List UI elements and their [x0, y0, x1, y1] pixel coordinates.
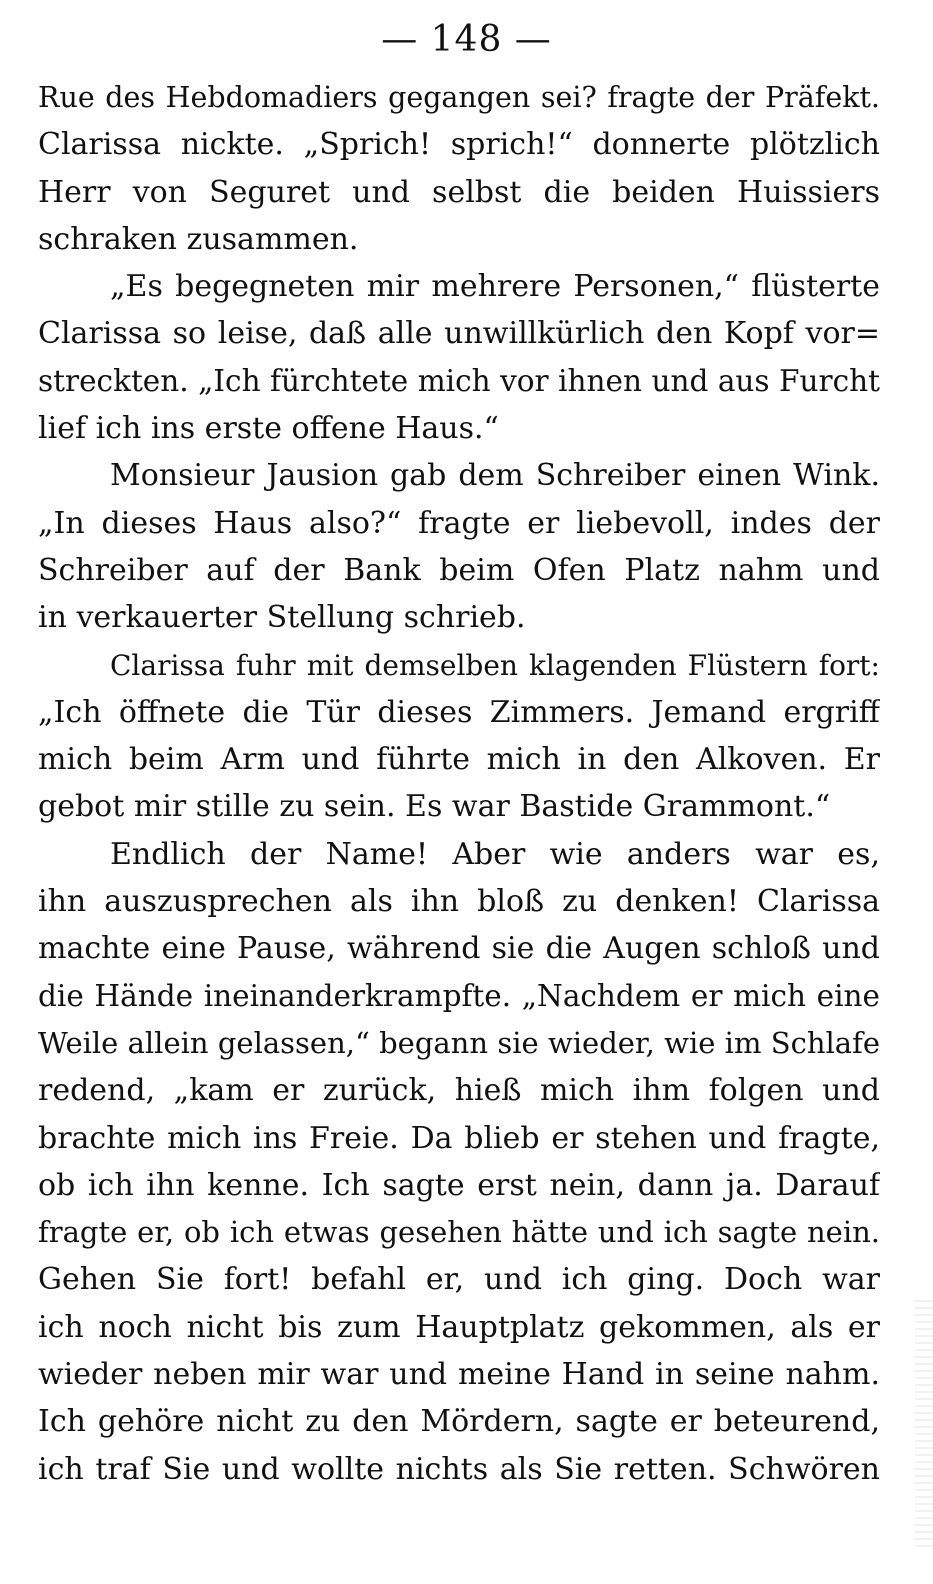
text-line: brachte mich ins Freie. Da blieb er stehen und fragte, [38, 1120, 880, 1156]
text-line: ich traf Sie und wollte nichts als Sie retten. Schwören [38, 1451, 880, 1487]
text-line: die Hände ineinanderkrampfte. „Nachdem er mich eine [38, 978, 880, 1013]
text-line: Ich gehöre nicht zu den Mördern, sagte er beteurend, [38, 1404, 880, 1440]
text-line: Clarissa nickte. „Sprich! sprich!“ donnerte plötzlich [38, 127, 880, 163]
text-line: Clarissa fuhr mit demselben klagenden Flüstern fort: [110, 648, 880, 682]
text-line: gebot mir stille zu sein. Es war Bastide Grammont.“ [38, 789, 831, 825]
text-line: fragte er, ob ich etwas gesehen hätte und ich sagte nein. [38, 1215, 880, 1250]
text-line: Weile allein gelassen,“ begann sie wieder, wie im Schlafe [38, 1025, 880, 1060]
text-line: „In dieses Haus also?“ fragte er liebevoll, indes der [38, 505, 880, 541]
text-line: „Es begegneten mir mehrere Personen,“ flüsterte [110, 269, 880, 305]
page-edge-scan-noise [915, 1300, 933, 1550]
page-number: — 148 — [381, 19, 552, 60]
text-line: wieder neben mir war und meine Hand in seine nahm. [38, 1357, 880, 1393]
text-line: ob ich ihn kenne. Ich sagte erst nein, dann ja. Darauf [38, 1167, 880, 1203]
text-line: Rue des Hebdomadiers gegangen sei? fragte der Präfekt. [38, 81, 880, 114]
text-line: Monsieur Jausion gab dem Schreiber einen Wink. [110, 458, 880, 494]
text-line: mich beim Arm und führte mich in den Alkoven. Er [38, 742, 880, 778]
text-line: Gehen Sie fort! befahl er, und ich ging. Doch war [38, 1262, 880, 1298]
text-line: „Ich öffnete die Tür dieses Zimmers. Jemand ergriff [38, 694, 880, 730]
text-line: machte eine Pause, während sie die Augen schloß und [38, 931, 880, 967]
text-line: Schreiber auf der Bank beim Ofen Platz nahm und [38, 552, 880, 588]
text-line: lief ich ins erste offene Haus.“ [38, 411, 499, 447]
text-line: in verkauerter Stellung schrieb. [38, 600, 526, 636]
text-line: ihn auszusprechen als ihn bloß zu denken! Clarissa [38, 884, 880, 920]
text-line: Clarissa so leise, daß alle unwillkürlich den Kopf vor= [38, 316, 880, 352]
text-line: Herr von Seguret und selbst die beiden Huissiers [38, 174, 880, 210]
text-line: ich noch nicht bis zum Hauptplatz gekommen, als er [38, 1309, 880, 1345]
text-line: redend, „kam er zurück, hieß mich ihm folgen und [38, 1073, 880, 1109]
body-text [38, 74, 880, 1493]
text-line: streckten. „Ich fürchtete mich vor ihnen und aus Furcht [38, 363, 880, 398]
text-line: Endlich der Name! Aber wie anders war es, [110, 836, 880, 872]
text-line: schraken zusammen. [38, 221, 359, 257]
